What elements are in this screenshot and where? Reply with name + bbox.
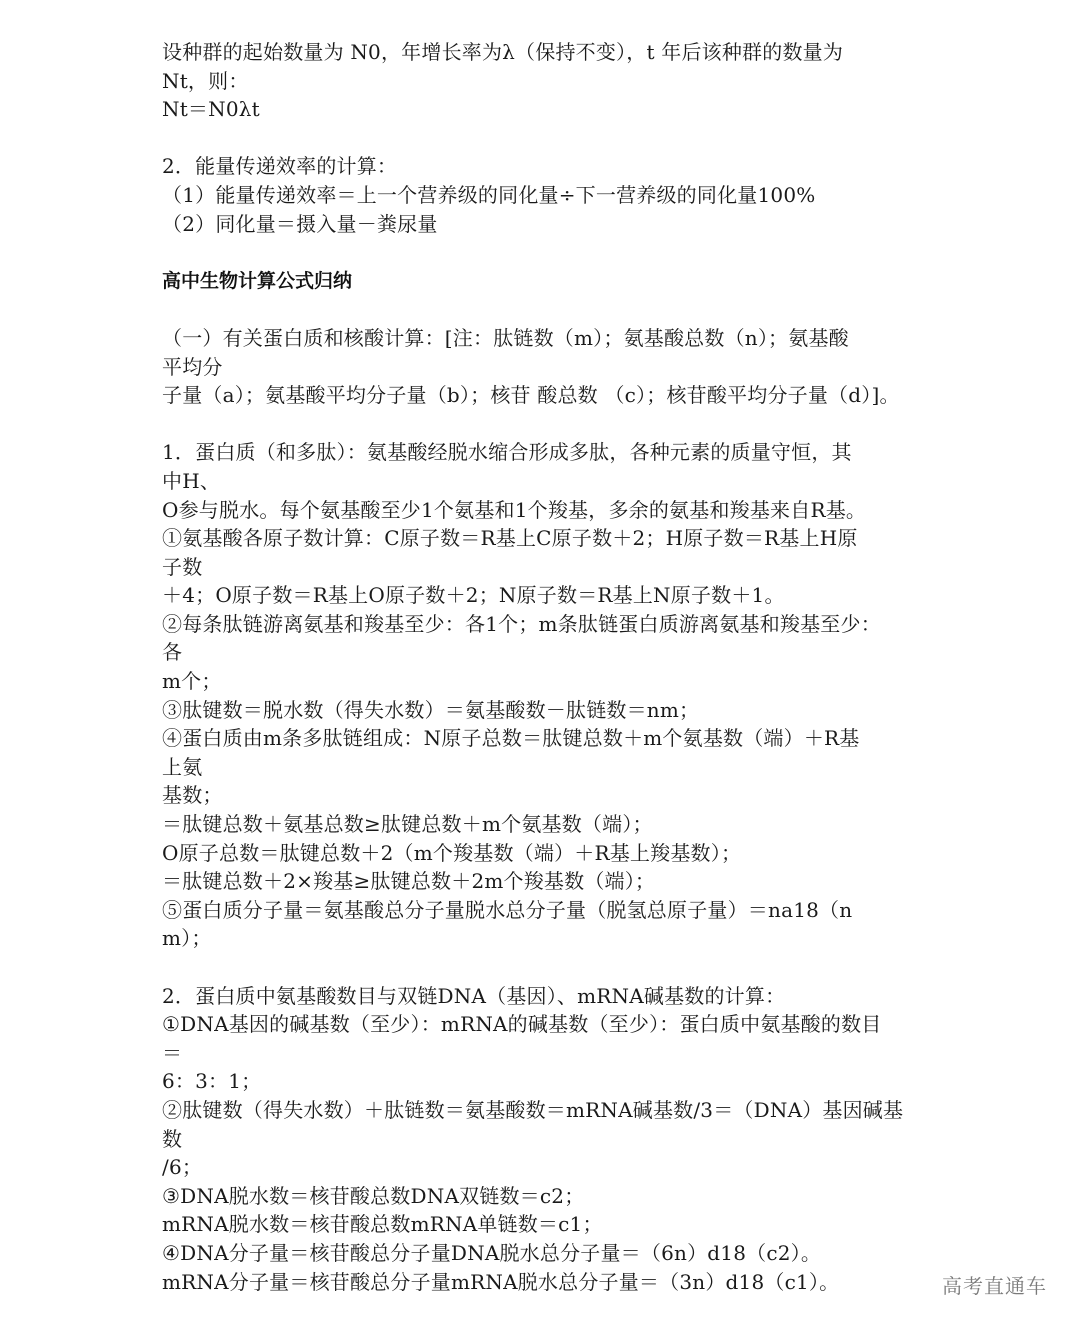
paragraph-line: 数: [162, 1126, 183, 1151]
formula-item: （1）能量传递效率＝上一个营养级的同化量÷下一营养级的同化量100%: [162, 182, 816, 207]
paragraph-line: ①DNA基因的碱基数（至少）：mRNA的碱基数（至少）：蛋白质中氨基酸的数目: [162, 1012, 882, 1037]
paragraph-line: （一）有关蛋白质和核酸计算：[注：肽链数（m）；氨基酸总数（n）；氨基酸: [162, 325, 849, 350]
intro-line: Nt，则：: [162, 68, 249, 93]
paragraph-line: 子数: [162, 554, 203, 579]
paragraph-line: ＝: [162, 1040, 183, 1065]
paragraph-line: ④蛋白质由m条多肽链组成：N原子总数＝肽键总数＋m个氨基数（端）＋R基: [162, 726, 860, 751]
paragraph-line: mRNA分子量＝核苷酸总分子量mRNA脱水总分子量＝（3n）d18（c1）。: [162, 1269, 840, 1294]
dna-section: [162, 982, 932, 1297]
paragraph-line: ③DNA脱水数＝核苷酸总数DNA双链数＝c2；: [162, 1183, 585, 1208]
paragraph-line: m）；: [162, 926, 212, 951]
paragraph-line: O原子总数＝肽键总数＋2（m个羧基数（端）＋R基上羧基数）；: [162, 840, 742, 865]
paragraph-line: 各: [162, 640, 183, 665]
part-one-block: [162, 324, 932, 410]
paragraph-line: 2．蛋白质中氨基酸数目与双链DNA（基因）、mRNA碱基数的计算：: [162, 983, 786, 1008]
paragraph-line: 上氨: [162, 754, 203, 779]
spacer: [162, 124, 932, 153]
paragraph-line: 1．蛋白质（和多肽）：氨基酸经脱水缩合形成多肽，各种元素的质量守恒，其: [162, 440, 852, 465]
intro-block: [162, 38, 932, 124]
section-title: 2．能量传递效率的计算：: [162, 154, 398, 179]
paragraph-line: 子量（a）；氨基酸平均分子量（b）；核苷 酸总数 （c）；核苷酸平均分子量（d）]。: [162, 383, 900, 408]
paragraph-line: ＝肽键总数＋2×羧基≥肽键总数＋2m个羧基数（端）；: [162, 869, 656, 894]
paragraph-line: ②肽键数（得失水数）＋肽链数＝氨基酸数＝mRNA碱基数/3＝（DNA）基因碱基: [162, 1097, 904, 1122]
paragraph-line: ＝肽键总数＋氨基总数≥肽键总数＋m个氨基数（端）；: [162, 812, 653, 837]
paragraph-line: ⑤蛋白质分子量＝氨基酸总分子量脱水总分子量（脱氢总原子量）＝na18（n: [162, 897, 853, 922]
paragraph-line: 6：3：1；: [162, 1069, 262, 1094]
paragraph-line: 基数；: [162, 783, 223, 808]
paragraph-line: ②每条肽链游离氨基和羧基至少：各1个；m条肽链蛋白质游离氨基和羧基至少：: [162, 611, 881, 636]
paragraph-line: ③肽键数＝脱水数（得失水数）＝氨基酸数－肽链数＝nm；: [162, 697, 700, 722]
paragraph-line: mRNA脱水数＝核苷酸总数mRNA单链数＝c1；: [162, 1212, 603, 1237]
intro-formula: Nt＝N0λt: [162, 97, 260, 122]
energy-section: [162, 152, 932, 238]
protein-section: [162, 438, 932, 953]
watermark: 高考直通车: [942, 1274, 1047, 1298]
spacer: [162, 410, 932, 439]
paragraph-line: ＋4；O原子数＝R基上O原子数＋2；N原子数＝R基上N原子数＋1。: [162, 583, 785, 608]
paragraph-line: ①氨基酸各原子数计算：C原子数＝R基上C原子数＋2；H原子数＝R基上H原: [162, 526, 858, 551]
paragraph-line: 平均分: [162, 354, 223, 379]
formula-item: （2）同化量＝摄入量－粪尿量: [162, 211, 438, 236]
spacer: [162, 238, 932, 267]
spacer: [162, 295, 932, 324]
intro-line: 设种群的起始数量为 N0，年增长率为λ（保持不变），t 年后该种群的数量为: [162, 40, 844, 64]
paragraph-line: ④DNA分子量＝核苷酸总分子量DNA脱水总分子量＝（6n）d18（c2）。: [162, 1240, 822, 1265]
paragraph-line: 中H、: [162, 468, 221, 493]
spacer: [162, 953, 932, 982]
paragraph-line: m个；: [162, 669, 222, 694]
paragraph-line: O参与脱水。每个氨基酸至少1个氨基和1个羧基，多余的氨基和羧基来自R基。: [162, 497, 867, 522]
document-page: [162, 38, 932, 1296]
paragraph-line: /6；: [162, 1155, 203, 1180]
main-heading: 高中生物计算公式归纳: [162, 269, 353, 292]
